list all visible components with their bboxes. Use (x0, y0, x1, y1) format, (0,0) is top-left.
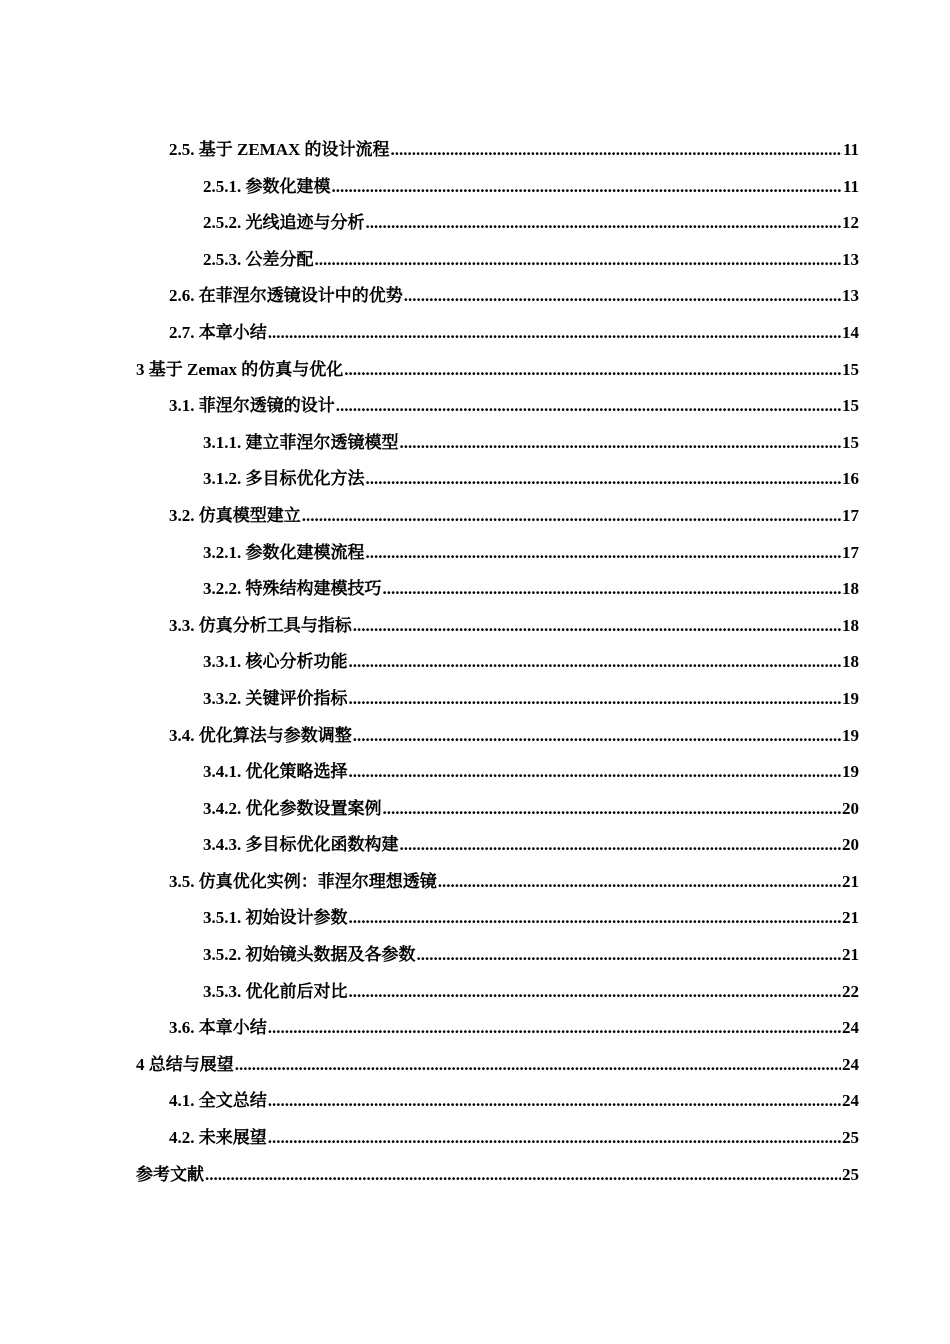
toc-entry[interactable] (0, 428, 950, 465)
toc-entry[interactable] (0, 208, 950, 245)
toc-dot-leader (315, 245, 842, 275)
toc-entry-line (203, 830, 859, 860)
toc-entry-line (169, 501, 859, 531)
toc-entry-title: 3.3.2. 关键评价指标 (203, 688, 348, 708)
toc-entry-page-number: 20 (842, 798, 859, 818)
toc-entry-page-number: 24 (842, 1018, 859, 1038)
toc-entry-title: 2.6. 在菲涅尔透镜设计中的优势 (169, 286, 403, 306)
toc-entry-title: 3.3. 仿真分析工具与指标 (169, 615, 352, 635)
toc-dot-leader (383, 794, 842, 824)
toc-entry[interactable] (0, 684, 950, 721)
toc-dot-leader (332, 172, 842, 202)
toc-entry-title: 4.2. 未来展望 (169, 1128, 267, 1148)
toc-entry-title: 3 基于 Zemax 的仿真与优化 (136, 359, 344, 379)
toc-entry-title: 3.5.1. 初始设计参数 (203, 908, 348, 928)
toc-entry[interactable] (0, 281, 950, 318)
toc-entry-line (203, 977, 859, 1007)
toc-entry[interactable] (0, 464, 950, 501)
toc-entry[interactable] (0, 172, 950, 209)
toc-entry[interactable] (0, 647, 950, 684)
toc-entry-title: 3.2.1. 参数化建模流程 (203, 542, 365, 562)
toc-entry-title: 3.2.2. 特殊结构建模技巧 (203, 579, 382, 599)
toc-entry-line (136, 355, 859, 385)
toc-dot-leader (336, 391, 841, 421)
toc-dot-leader (268, 318, 841, 348)
toc-entry-page-number: 24 (842, 1091, 859, 1111)
toc-entry-page-number: 25 (842, 1128, 859, 1148)
toc-dot-leader (417, 940, 842, 970)
toc-entry[interactable] (0, 903, 950, 940)
toc-dot-leader (349, 647, 842, 677)
toc-entry[interactable] (0, 318, 950, 355)
toc-entry-line (203, 574, 859, 604)
toc-entry-page-number: 19 (842, 688, 859, 708)
toc-entry-page-number: 12 (842, 213, 859, 233)
toc-entry-title: 2.5.3. 公差分配 (203, 249, 314, 269)
toc-entry-line (136, 1160, 859, 1190)
toc-dot-leader (302, 501, 841, 531)
toc-entry-title: 3.5. 仿真优化实例：菲涅尔理想透镜 (169, 871, 437, 891)
toc-entry-line (203, 464, 859, 494)
toc-entry-line (169, 135, 859, 165)
toc-entry-line (169, 1123, 859, 1153)
toc-entry-title: 2.5. 基于 ZEMAX 的设计流程 (169, 140, 390, 159)
toc-entry[interactable] (0, 1050, 950, 1087)
toc-entry-page-number: 15 (842, 359, 859, 379)
toc-entry[interactable] (0, 1013, 950, 1050)
toc-entry-line (169, 721, 859, 751)
toc-entry[interactable] (0, 245, 950, 282)
toc-dot-leader (404, 281, 841, 311)
toc-entry-line (203, 172, 859, 202)
toc-entry-page-number: 18 (842, 579, 859, 599)
toc-dot-leader (344, 355, 841, 385)
toc-entry-title: 3.1.1. 建立菲涅尔透镜模型 (203, 432, 399, 452)
toc-entry-page-number: 17 (842, 505, 859, 525)
toc-entry-page-number: 21 (842, 871, 859, 891)
toc-entry-page-number: 25 (842, 1164, 859, 1184)
toc-entry-line (169, 867, 859, 897)
toc-entry-page-number: 18 (842, 615, 859, 635)
toc-entry-title: 参考文献 (136, 1164, 204, 1184)
toc-entry-title: 3.4.1. 优化策略选择 (203, 762, 348, 782)
toc-entry-line (136, 1050, 859, 1080)
toc-entry[interactable] (0, 391, 950, 428)
toc-entry-title: 2.7. 本章小结 (169, 322, 267, 342)
toc-entry-title: 4.1. 全文总结 (169, 1091, 267, 1111)
toc-entry-page-number: 21 (842, 908, 859, 928)
toc-dot-leader (391, 135, 842, 165)
toc-dot-leader (349, 977, 842, 1007)
toc-entry-page-number: 24 (842, 1054, 859, 1074)
toc-entry-line (203, 538, 859, 568)
toc-entry[interactable] (0, 830, 950, 867)
toc-dot-leader (366, 464, 842, 494)
toc-entry-title: 3.6. 本章小结 (169, 1018, 267, 1038)
toc-entry-line (169, 281, 859, 311)
toc-dot-leader (268, 1123, 841, 1153)
toc-entry-page-number: 13 (842, 249, 859, 269)
toc-entry-page-number: 21 (842, 945, 859, 965)
toc-entry-line (203, 208, 859, 238)
toc-entry-title: 3.4.3. 多目标优化函数构建 (203, 835, 399, 855)
toc-dot-leader (400, 428, 842, 458)
toc-dot-leader (349, 757, 842, 787)
toc-entry-page-number: 14 (842, 322, 859, 342)
toc-entry-line (169, 1086, 859, 1116)
toc-entry-page-number: 18 (842, 652, 859, 672)
toc-entry[interactable] (0, 574, 950, 611)
toc-entry-line (203, 757, 859, 787)
toc-entry-title: 3.2. 仿真模型建立 (169, 505, 301, 525)
toc-entry-title: 2.5.1. 参数化建模 (203, 176, 331, 196)
toc-entry-page-number: 11 (842, 176, 859, 196)
toc-dot-leader (400, 830, 842, 860)
toc-entry-line (169, 611, 859, 641)
toc-entry[interactable] (0, 867, 950, 904)
toc-entry[interactable] (0, 1123, 950, 1160)
toc-entry[interactable] (0, 501, 950, 538)
toc-entry-line (169, 1013, 859, 1043)
toc-dot-leader (349, 903, 842, 933)
toc-dot-leader (268, 1086, 841, 1116)
toc-entry[interactable] (0, 940, 950, 977)
toc-dot-leader (268, 1013, 841, 1043)
toc-entry-page-number: 19 (842, 725, 859, 745)
toc-entry-line (203, 903, 859, 933)
toc-entry-title: 3.5.2. 初始镜头数据及各参数 (203, 945, 416, 965)
toc-entry[interactable] (0, 611, 950, 648)
toc-entry-title: 3.4.2. 优化参数设置案例 (203, 798, 382, 818)
toc-entry-title: 3.3.1. 核心分析功能 (203, 652, 348, 672)
toc-entry[interactable] (0, 721, 950, 758)
toc-entry-page-number: 13 (842, 286, 859, 306)
toc-entry-title: 2.5.2. 光线追迹与分析 (203, 213, 365, 233)
toc-entry-line (203, 245, 859, 275)
toc-entry[interactable] (0, 355, 950, 392)
toc-entry-page-number: 16 (842, 469, 859, 489)
toc-dot-leader (205, 1160, 841, 1190)
toc-entry[interactable] (0, 135, 950, 172)
toc-entry-line (203, 940, 859, 970)
toc-entry[interactable] (0, 1086, 950, 1123)
table-of-contents (0, 135, 950, 1196)
toc-entry-line (203, 647, 859, 677)
toc-entry-page-number: 15 (842, 432, 859, 452)
toc-entry-title: 3.1. 菲涅尔透镜的设计 (169, 396, 335, 416)
toc-entry-page-number: 11 (842, 140, 859, 159)
toc-entry-title: 3.1.2. 多目标优化方法 (203, 469, 365, 489)
toc-entry-title: 3.4. 优化算法与参数调整 (169, 725, 352, 745)
toc-entry-page-number: 15 (842, 396, 859, 416)
toc-entry-title: 3.5.3. 优化前后对比 (203, 981, 348, 1001)
toc-entry[interactable] (0, 538, 950, 575)
toc-dot-leader (438, 867, 841, 897)
toc-dot-leader (353, 611, 841, 641)
toc-entry-line (169, 391, 859, 421)
toc-dot-leader (353, 721, 841, 751)
toc-entry-page-number: 17 (842, 542, 859, 562)
toc-dot-leader (235, 1050, 841, 1080)
toc-entry-line (203, 684, 859, 714)
toc-entry-line (203, 428, 859, 458)
toc-entry-page-number: 22 (842, 981, 859, 1001)
toc-entry-page-number: 20 (842, 835, 859, 855)
toc-entry-page-number: 19 (842, 762, 859, 782)
toc-entry-title: 4 总结与展望 (136, 1054, 234, 1074)
toc-entry[interactable] (0, 1160, 950, 1197)
toc-dot-leader (366, 208, 842, 238)
toc-entry-line (169, 318, 859, 348)
toc-entry[interactable] (0, 757, 950, 794)
toc-entry[interactable] (0, 977, 950, 1014)
toc-entry-line (203, 794, 859, 824)
toc-dot-leader (383, 574, 842, 604)
toc-dot-leader (366, 538, 842, 568)
toc-entry[interactable] (0, 794, 950, 831)
toc-dot-leader (349, 684, 842, 714)
